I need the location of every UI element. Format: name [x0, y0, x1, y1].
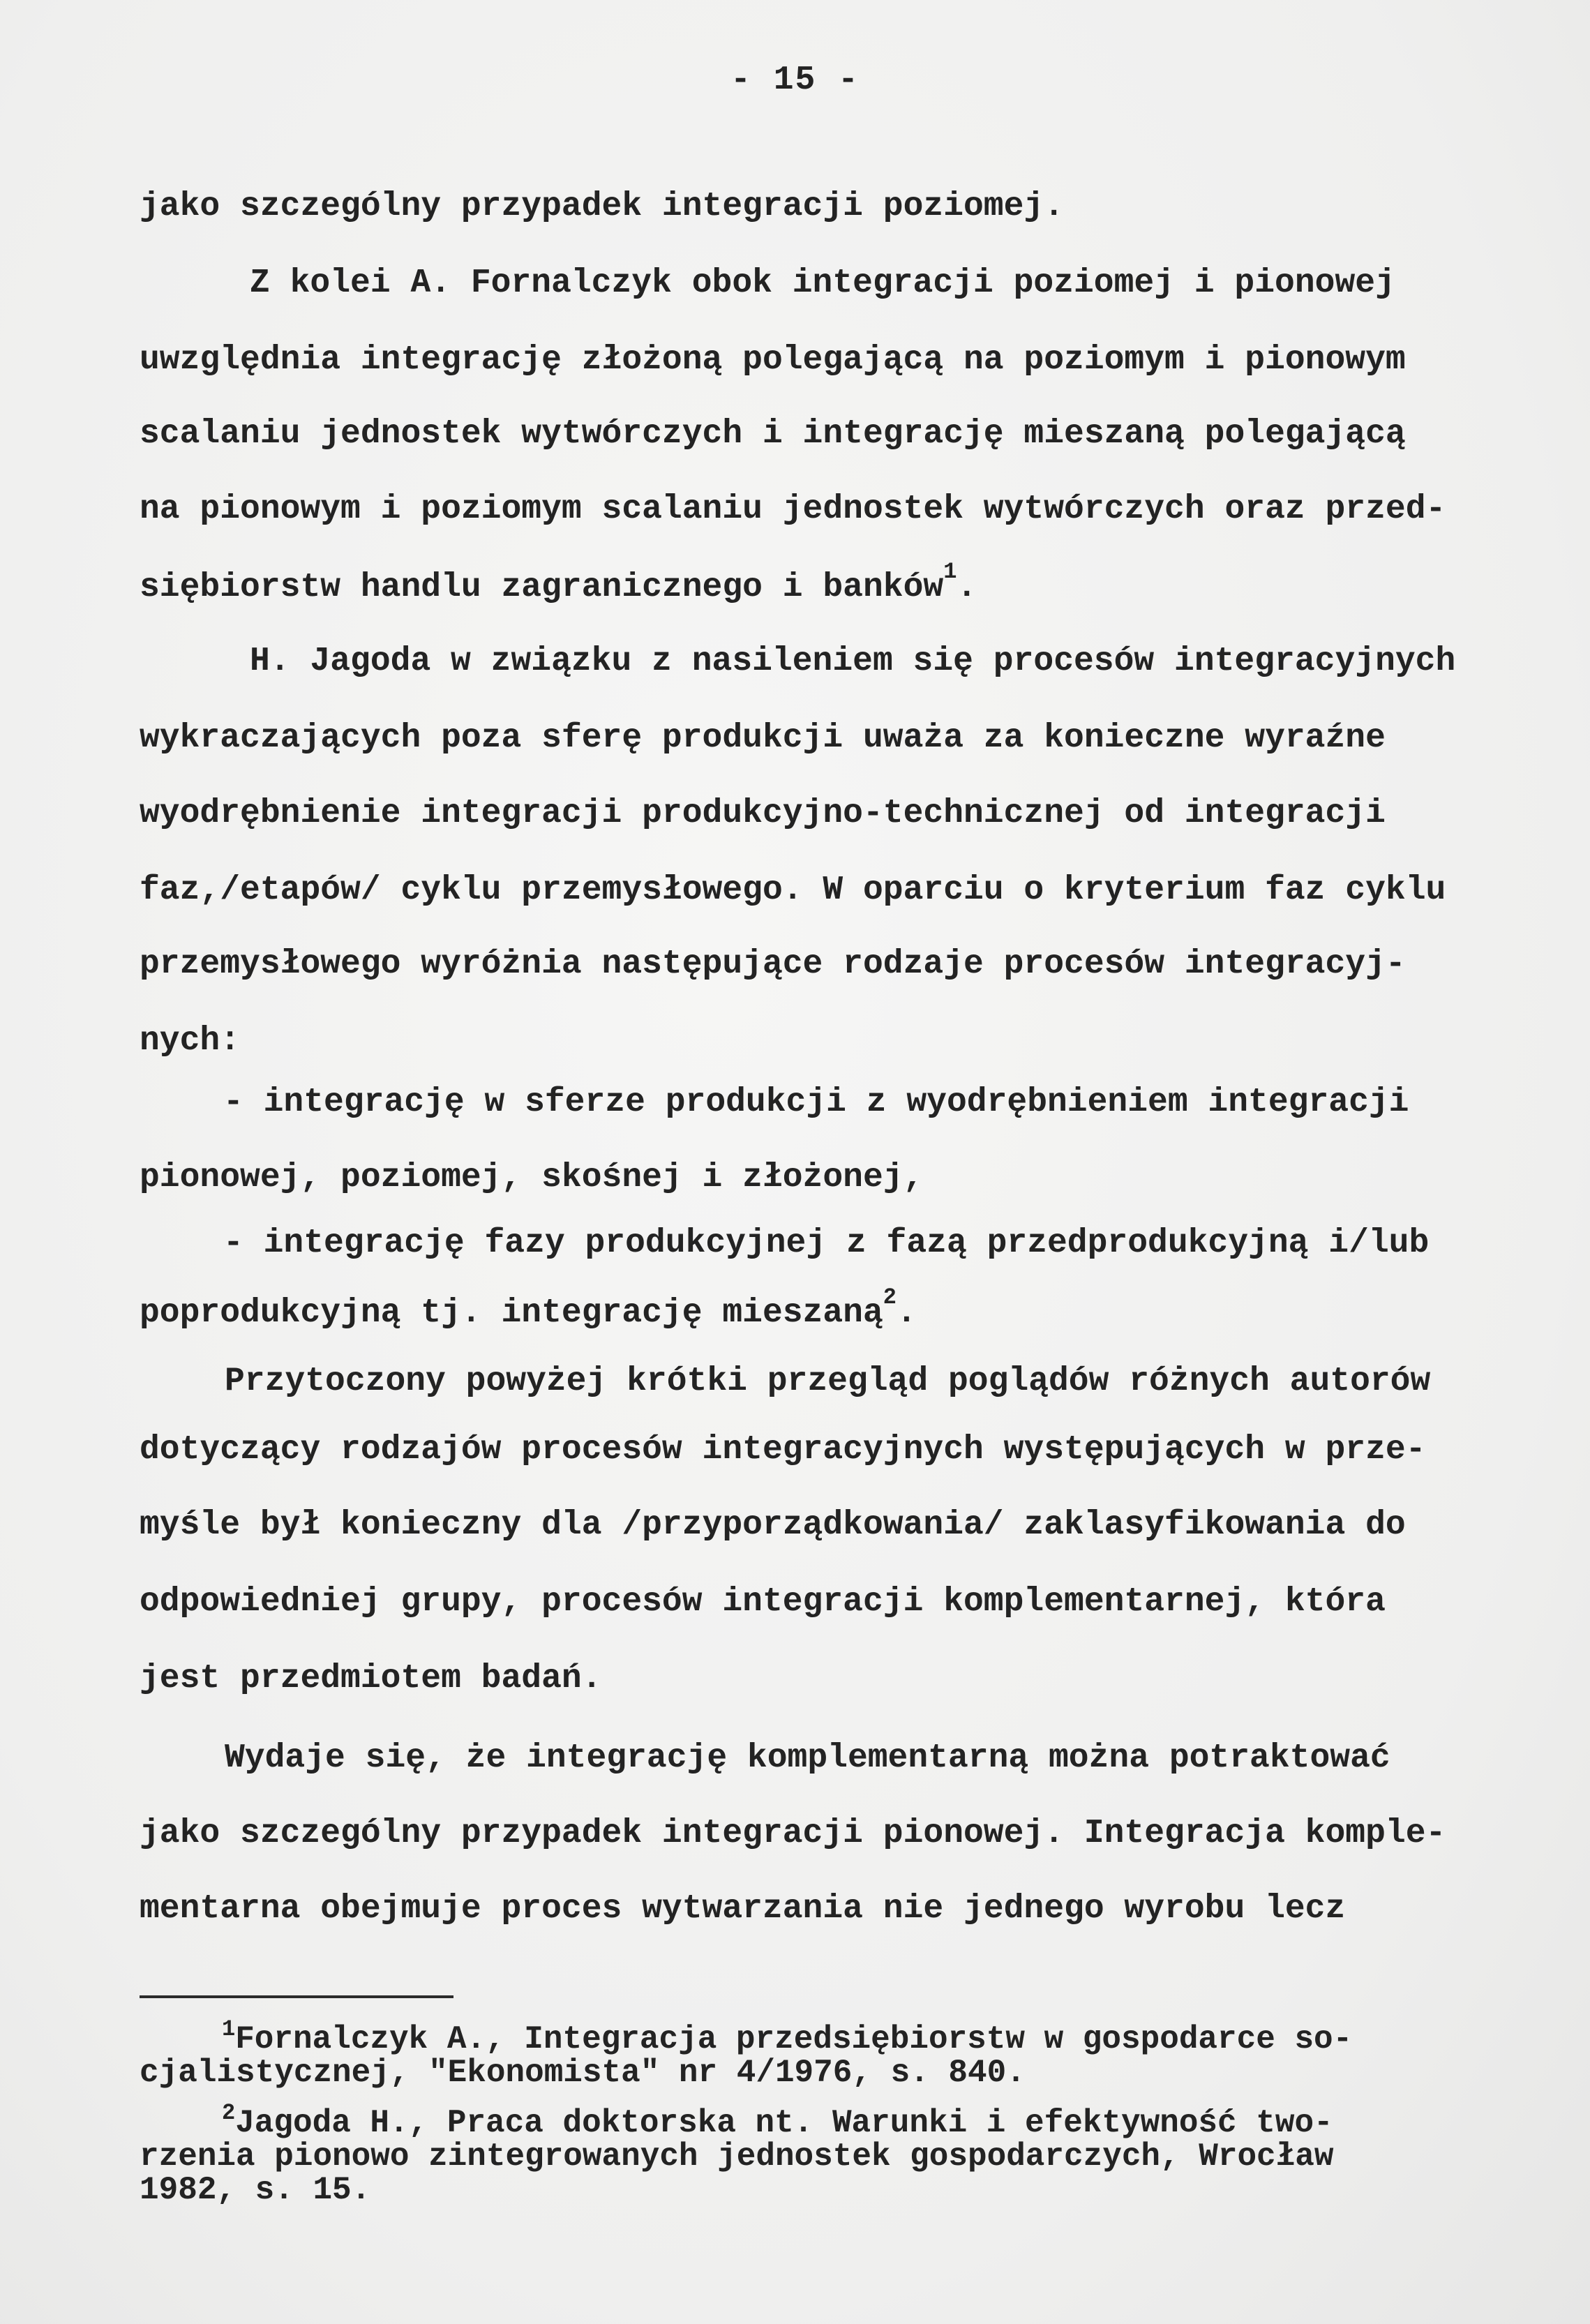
text-line: faz,/etapów/ cyklu przemysłowego. W oparciu o kryterium faz cyklu	[140, 871, 1446, 909]
text-line: wyodrębnienie integracji produkcyjno-technicznej od integracji	[140, 795, 1386, 832]
text-line: H. Jagoda w związku z nasileniem się procesów integracyjnych	[250, 643, 1456, 680]
footnote-line	[222, 2100, 1333, 2141]
footnote-text: Fornalczyk A., Integracja przedsiębiorstw w gospodarce so-	[235, 2021, 1353, 2057]
footnote-ref: 2	[883, 1284, 897, 1310]
text-line: jest przedmiotem badań.	[140, 1660, 602, 1697]
punctuation: .	[896, 1294, 917, 1332]
footnote-line: cjalistycznej, "Ekonomista" nr 4/1976, s. 840.	[140, 2055, 1026, 2091]
text-line-with-footnote	[140, 559, 977, 606]
text-line: scalaniu jednostek wytwórczych i integrację mieszaną polegającą	[140, 415, 1406, 453]
text-line: mentarna obejmuje proces wytwarzania nie jednego wyrobu lecz	[140, 1890, 1346, 1928]
text-line: Wydaje się, że integrację komplementarną można potraktować	[225, 1739, 1390, 1777]
text-line: jako szczególny przypadek integracji poziomej.	[140, 188, 1065, 225]
text-line: pionowej, poziomej, skośnej i złożonej,	[140, 1159, 924, 1197]
footnote-mark: 2	[222, 2100, 236, 2126]
footnote-mark: 1	[222, 2016, 236, 2042]
text-line: Z kolei A. Fornalczyk obok integracji poziomej i pionowej	[250, 264, 1395, 302]
text-line: wykraczających poza sferę produkcji uważa za konieczne wyraźne	[140, 719, 1386, 757]
list-item: - integrację w sferze produkcji z wyodrębnieniem integracji	[223, 1084, 1409, 1121]
text-line: jako szczególny przypadek integracji pionowej. Integracja komple-	[140, 1815, 1446, 1852]
text-line: nych:	[140, 1022, 241, 1060]
footnote-line	[222, 2016, 1353, 2057]
text-line: Przytoczony powyżej krótki przegląd poglądów różnych autorów	[225, 1363, 1431, 1400]
text-line-with-footnote	[140, 1284, 917, 1332]
footnote-text: Jagoda H., Praca doktorska nt. Warunki i efektywność two-	[235, 2105, 1333, 2141]
text-line: uwzględnia integrację złożoną polegającą na poziomym i pionowym	[140, 341, 1406, 379]
page-number: - 15 -	[730, 61, 860, 99]
list-item: - integrację fazy produkcyjnej z fazą przedprodukcyjną i/lub	[223, 1224, 1430, 1262]
text-segment: poprodukcyjną tj. integrację mieszaną	[140, 1294, 883, 1332]
punctuation: .	[957, 569, 977, 606]
text-line: odpowiedniej grupy, procesów integracji komplementarnej, która	[140, 1583, 1386, 1621]
text-segment: siębiorstw handlu zagranicznego i banków	[140, 569, 944, 606]
footnote-ref: 1	[943, 559, 957, 585]
footnote-separator	[140, 1995, 453, 1998]
text-line: przemysłowego wyróżnia następujące rodzaje procesów integracyj-	[140, 945, 1406, 983]
footnote-line: rzenia pionowo zintegrowanych jednostek gospodarczych, Wrocław	[140, 2138, 1334, 2175]
text-line: na pionowym i poziomym scalaniu jednostek wytwórczych oraz przed-	[140, 490, 1446, 528]
text-line: myśle był konieczny dla /przyporządkowania/ zaklasyfikowania do	[140, 1506, 1406, 1544]
text-line: dotyczący rodzajów procesów integracyjnych występujących w prze-	[140, 1431, 1426, 1469]
footnote-line: 1982, s. 15.	[140, 2172, 371, 2208]
